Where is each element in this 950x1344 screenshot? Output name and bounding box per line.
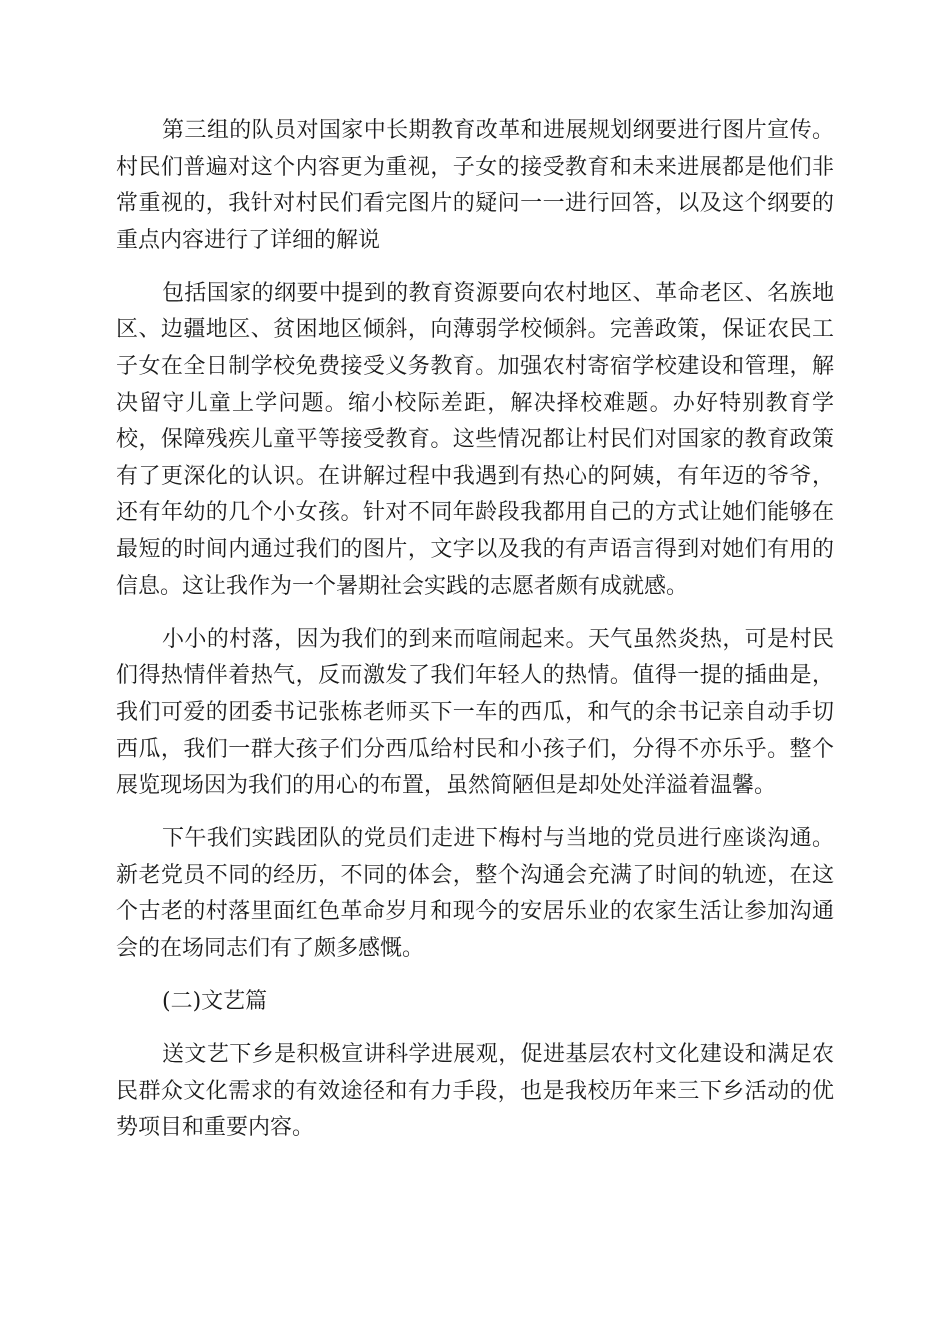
section-heading-arts: (二)文艺篇 xyxy=(162,989,268,1015)
paragraph-group-three-promotion: 第三组的队员对国家中长期教育改革和进展规划纲要进行图片宣传。村民们普遍对这个内容更为重视，子女的接受教育和未来进展都是他们非常重视的，我针对村民们看完图片的疑问一一进行回答，以及这个纲要的重点内容进行了详细的解说 xyxy=(116,118,834,253)
document-body xyxy=(116,113,834,1163)
paragraph-village-atmosphere: 小小的村落，因为我们的到来而喧闹起来。天气虽然炎热，可是村民们得热情伴着热气，反而激发了我们年轻人的热情。值得一提的插曲是，我们可爱的团委书记张栋老师买下一车的西瓜，和气的余书记亲自动手切西瓜，我们一群大孩子们分西瓜给村民和小孩子们，分得不亦乐乎。整个展览现场因为我们的用心的布置，虽然简陋但是却处处洋溢着温馨。 xyxy=(116,626,834,799)
paragraph-education-policy: 包括国家的纲要中提到的教育资源要向农村地区、革命老区、名族地区、边疆地区、贫困地区倾斜，向薄弱学校倾斜。完善政策，保证农民工子女在全日制学校免费接受义务教育。加强农村寄宿学校建设和管理，解决留守儿童上学问题。缩小校际差距，解决择校难题。办好特别教育学校，保障残疾儿童平等接受教育。这些情况都让村民们对国家的教育政策有了更深化的认识。在讲解过程中我遇到有热心的阿姨，有年迈的爷爷，还有年幼的几个小女孩。针对不同年龄段我都用自己的方式让她们能够在最短的时间内通过我们的图片，文字以及我的有声语言得到对她们有用的信息。这让我作为一个暑期社会实践的志愿者颇有成就感。 xyxy=(116,280,834,599)
paragraph-party-members-meeting: 下午我们实践团队的党员们走进下梅村与当地的党员进行座谈沟通。新老党员不同的经历，不同的体会，整个沟通会充满了时间的轨迹，在这个古老的村落里面红色革命岁月和现今的安居乐业的农家生活让参加沟通会的在场同志们有了颇多感慨。 xyxy=(116,826,834,961)
paragraph-arts-to-countryside: 送文艺下乡是积极宣讲科学进展观，促进基层农村文化建设和满足农民群众文化需求的有效途径和有力手段，也是我校历年来三下乡活动的优势项目和重要内容。 xyxy=(116,1042,834,1141)
